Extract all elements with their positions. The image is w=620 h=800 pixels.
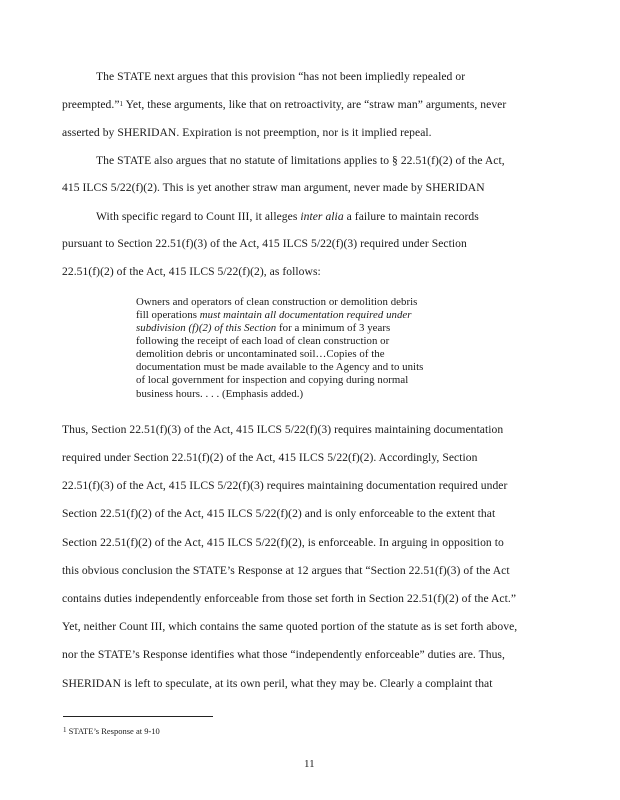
body-line [96,210,479,224]
body-line: contains duties independently enforceable from those set forth in Section 22.51(f)(2) of the Act.” [62,592,517,605]
quote-line: Owners and operators of clean construction or demolition debris [136,296,418,308]
body-text: a failure to maintain records [343,210,479,223]
footnote-reference[interactable]: 1 [119,100,124,108]
body-line: 415 ILCS 5/22(f)(2). This is yet another straw man argument, never made by SHERIDAN [62,181,485,194]
body-line: pursuant to Section 22.51(f)(3) of the Act, 415 ILCS 5/22(f)(3) required under Section [62,237,467,250]
body-line: asserted by SHERIDAN. Expiration is not preemption, nor is it implied repeal. [62,126,432,139]
quote-line: business hours. . . . (Emphasis added.) [136,388,304,400]
body-line: SHERIDAN is left to speculate, at its own peril, what they may be. Clearly a complaint that [62,677,493,690]
body-text: With specific regard to Count III, it alleges [96,210,301,223]
italic-text: subdivision (f)(2) of this Section [136,322,277,334]
quote-line: demolition debris or uncontaminated soil…Copies of the [136,348,385,360]
body-line: Thus, Section 22.51(f)(3) of the Act, 415 ILCS 5/22(f)(3) requires maintaining documentation [62,423,504,436]
quote-text: fill operations [136,309,200,321]
quote-line [136,322,390,335]
quote-line: following the receipt of each load of clean construction or [136,335,390,347]
quote-line [136,309,412,322]
body-line: The STATE also argues that no statute of limitations applies to § 22.51(f)(2) of the Act, [96,154,505,167]
page-number: 11 [304,758,315,770]
italic-text: inter alia [300,210,344,223]
body-line: Yet, neither Count III, which contains the same quoted portion of the statute as is set forth above, [62,620,518,633]
body-line: nor the STATE’s Response identifies what those “independently enforceable” duties are. Thus, [62,648,505,661]
body-line: Section 22.51(f)(2) of the Act, 415 ILCS 5/22(f)(2) and is only enforceable to the extent that [62,507,496,520]
body-line: Section 22.51(f)(2) of the Act, 415 ILCS 5/22(f)(2), is enforceable. In arguing in opposition to [62,536,504,549]
body-text: Yet, these arguments, like that on retroactivity, are “straw man” arguments, never [123,98,507,111]
quote-line: of local government for inspection and copying during normal [136,374,409,386]
body-line: required under Section 22.51(f)(2) of the Act, 415 ILCS 5/22(f)(2). Accordingly, Section [62,451,478,464]
italic-text: must maintain all documentation required under [199,309,412,321]
body-line: The STATE next argues that this provision “has not been impliedly repealed or [96,70,466,83]
footnote [63,726,160,736]
footnote-text: STATE’s Response at 9-10 [68,726,160,736]
quote-line: documentation must be made available to the Agency and to units [136,361,424,373]
body-text: preempted.” [62,98,120,111]
body-line: 22.51(f)(2) of the Act, 415 ILCS 5/22(f)(2), as follows: [62,265,321,278]
body-line [62,98,506,112]
quote-text: for a minimum of 3 years [276,322,391,334]
footnote-divider [63,716,213,717]
footnote-number: 1 [63,726,67,734]
body-line: 22.51(f)(3) of the Act, 415 ILCS 5/22(f)(3) requires maintaining documentation required under [62,479,508,492]
body-line: this obvious conclusion the STATE’s Response at 12 argues that “Section 22.51(f)(3) of the Act [62,564,510,577]
